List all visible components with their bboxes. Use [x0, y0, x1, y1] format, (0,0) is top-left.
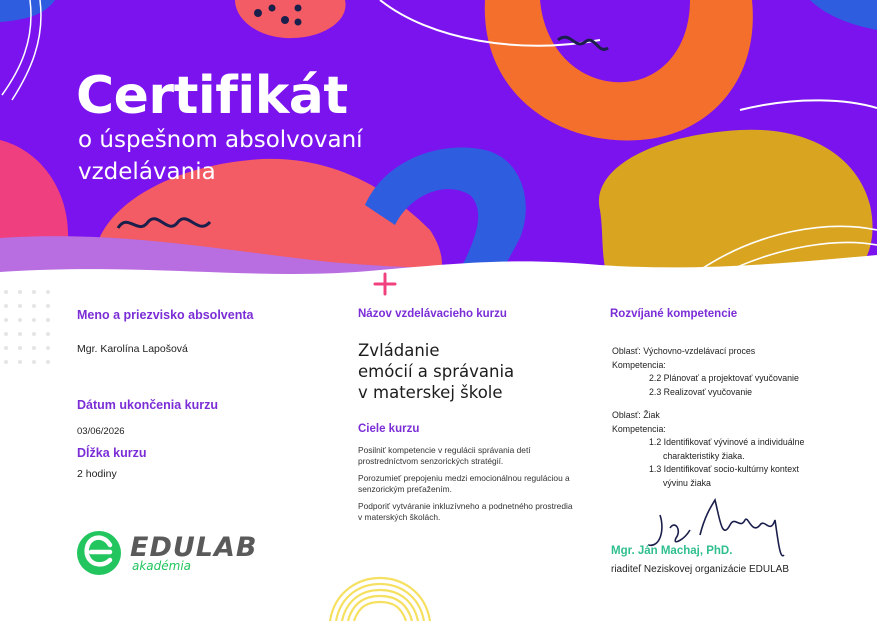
area-label: Oblasť:	[612, 346, 641, 356]
duration-label: Dĺžka kurzu	[77, 446, 147, 460]
completion-date: 03/06/2026	[77, 426, 125, 437]
course-label: Názov vzdelávacieho kurzu	[358, 308, 507, 320]
competence-label: Kompetencia:	[612, 423, 666, 434]
edulab-logo-sub: akadémia	[132, 559, 192, 573]
certificate-title: Certifikát	[76, 66, 348, 126]
graduate-label: Meno a priezvisko absolventa	[77, 308, 254, 322]
competence-item: vývinu žiaka	[663, 477, 711, 488]
competence-item: 1.3 Identifikovať socio-kultúrny kontext	[649, 464, 799, 474]
edulab-logo: EDULAB	[130, 532, 258, 563]
area-label: Oblasť:	[612, 410, 641, 420]
goal-item: Podporiť vytváranie inkluzívneho a podnetného prostredia v materských školách.	[358, 501, 573, 522]
goal-item: Posilniť kompetencie v regulácii správania detí prostredníctvom senzorických stratégií.	[358, 445, 531, 466]
goal-item: Porozumieť prepojeniu medzi emocionálnou reguláciou a senzorickým preťažením.	[358, 473, 570, 494]
course-name-line: v materskej škole	[358, 383, 503, 402]
course-name-line: emócií a správania	[358, 362, 515, 381]
duration-value: 2 hodiny	[77, 468, 117, 480]
competence-item: 1.2 Identifikovať vývinové a individuálne	[649, 437, 805, 447]
area-value: Žiak	[643, 410, 660, 420]
competences-label: Rozvíjané kompetencie	[610, 308, 738, 320]
course-name-line: Zvládanie	[358, 341, 440, 360]
area-row	[612, 409, 862, 423]
signer-role: riaditeľ Neziskovej organizácie EDULAB	[611, 564, 789, 575]
graduate-name: Mgr. Karolína Lapošová	[77, 343, 188, 355]
course-name	[358, 340, 568, 403]
competence-item: charakteristiky žiaka.	[663, 450, 745, 461]
competence-label: Kompetencia:	[612, 359, 666, 370]
area-row	[612, 345, 862, 359]
goals-label: Ciele kurzu	[358, 423, 420, 435]
competence-item: 2.3 Realizovať vyučovanie	[649, 386, 753, 397]
area-value: Výchovno-vzdelávací proces	[643, 346, 756, 356]
competence-group	[612, 345, 862, 399]
signer-name: Mgr. Ján Machaj, PhD.	[611, 545, 733, 557]
competence-item: 2.2 Plánovať a projektovať vyučovanie	[649, 373, 799, 383]
certificate-subtitle: o úspešnom absolvovaní vzdelávania	[78, 127, 363, 185]
competence-group	[612, 409, 862, 490]
completion-date-label: Dátum ukončenia kurzu	[77, 398, 218, 412]
